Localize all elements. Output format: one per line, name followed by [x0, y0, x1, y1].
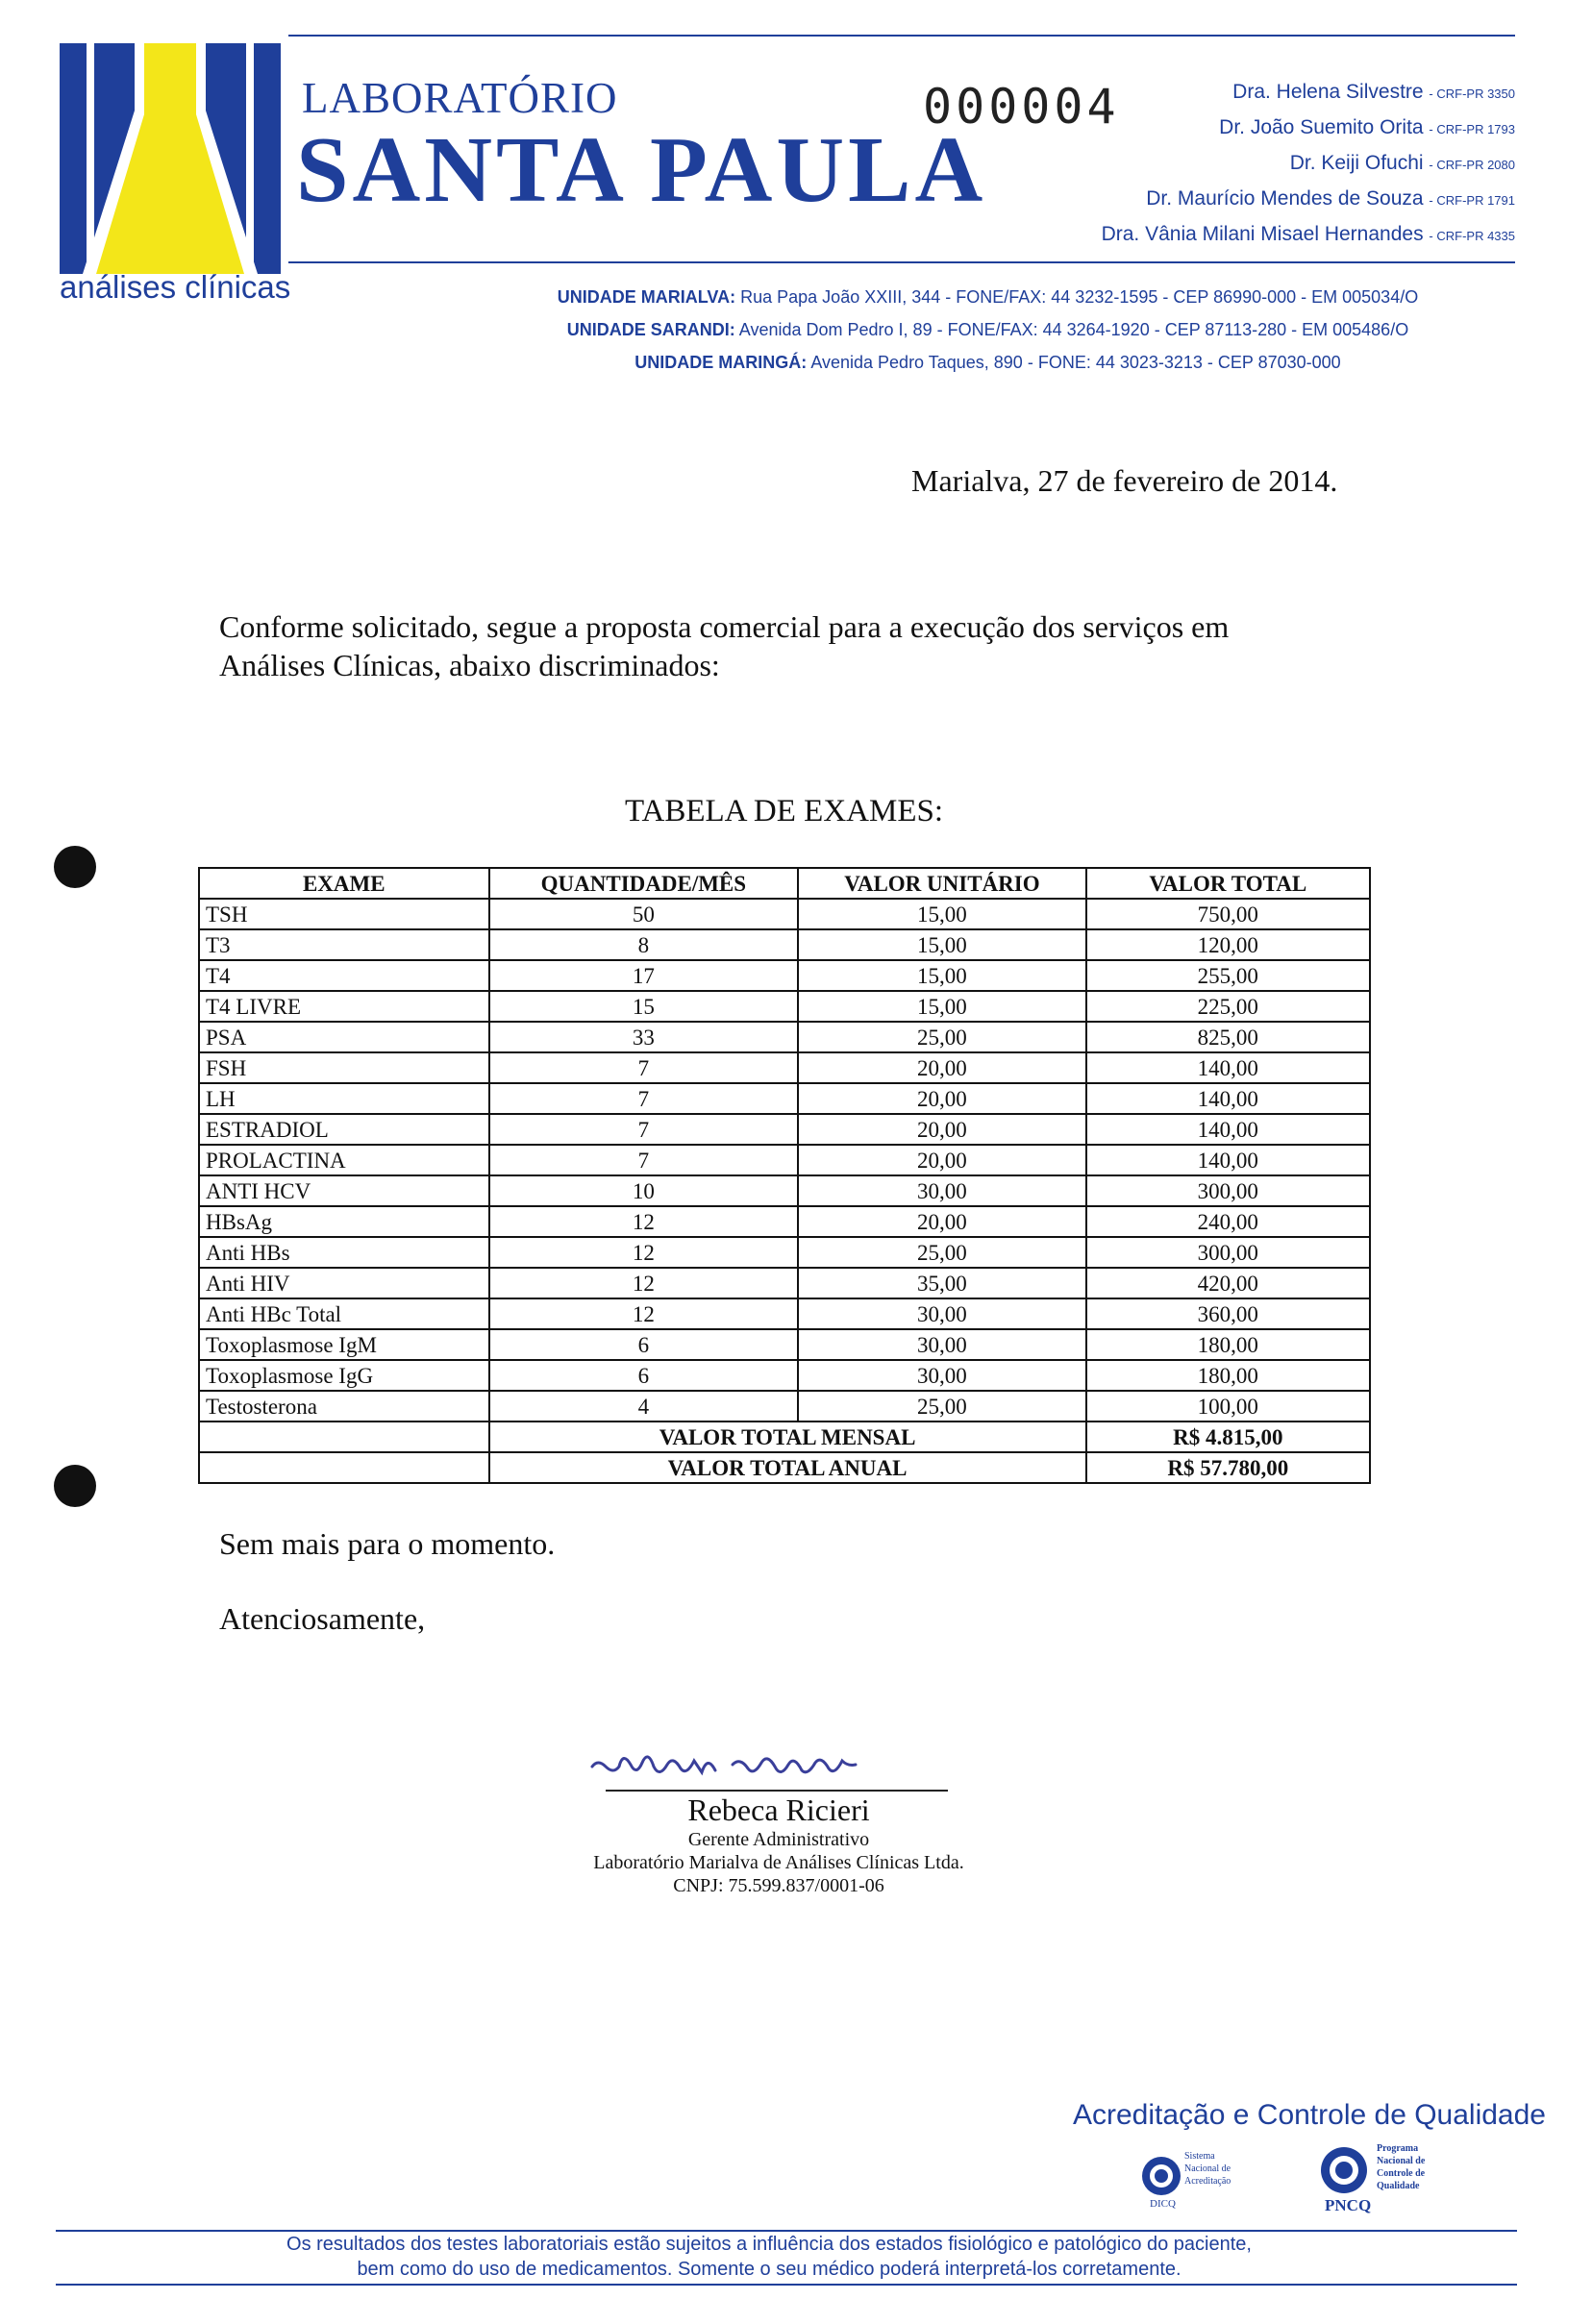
doctor-crf: - CRF-PR 1791 — [1429, 193, 1515, 208]
unit-address: Rua Papa João XXIII, 344 - FONE/FAX: 44 3232-1595 - CEP 86990-000 - EM 005034/O — [740, 287, 1419, 307]
total-value-cell: 140,00 — [1086, 1145, 1370, 1175]
unit-value-cell: 20,00 — [798, 1206, 1085, 1237]
footer-note — [192, 2232, 1346, 2282]
total-value-cell: 825,00 — [1086, 1022, 1370, 1052]
quantity-cell: 12 — [489, 1298, 799, 1329]
total-value-cell: 300,00 — [1086, 1175, 1370, 1206]
column-header: VALOR TOTAL — [1086, 868, 1370, 899]
table-title: TABELA DE EXAMES: — [625, 794, 944, 828]
document-number: 000004 — [923, 79, 1120, 135]
total-annual-label: VALOR TOTAL ANUAL — [489, 1452, 1086, 1483]
unit-value-cell: 15,00 — [798, 929, 1085, 960]
exam-name-cell: TSH — [199, 899, 489, 929]
punch-hole — [54, 846, 96, 888]
quantity-cell: 8 — [489, 929, 799, 960]
signer-block — [481, 1792, 1077, 1897]
unit-label: UNIDADE MARIALVA: — [557, 287, 736, 307]
exam-name-cell: Toxoplasmose IgG — [199, 1360, 489, 1391]
unit-address: Avenida Pedro Taques, 890 - FONE: 44 3023-3213 - CEP 87030-000 — [810, 353, 1341, 372]
footer-note-line: Os resultados dos testes laboratoriais estão sujeitos a influência dos estados fisiológico e patológico do paciente, — [286, 2234, 1252, 2255]
doctor-line — [1102, 217, 1515, 253]
unit-value-cell: 25,00 — [798, 1022, 1085, 1052]
exam-name-cell: Anti HBc Total — [199, 1298, 489, 1329]
letter-intro — [219, 607, 1325, 684]
dicq-label: DICQ — [1150, 2198, 1176, 2210]
exam-name-cell: T4 LIVRE — [199, 991, 489, 1022]
table-row — [199, 1145, 1370, 1175]
table-row — [199, 1391, 1370, 1422]
quantity-cell: 12 — [489, 1237, 799, 1268]
doctor-line — [1102, 111, 1515, 146]
total-value-cell: 360,00 — [1086, 1298, 1370, 1329]
doctor-name: Dra. Helena Silvestre — [1232, 81, 1424, 103]
table-row — [199, 960, 1370, 991]
doctor-line — [1102, 75, 1515, 111]
table-row — [199, 1298, 1370, 1329]
total-monthly-label: VALOR TOTAL MENSAL — [489, 1422, 1086, 1452]
exam-name-cell: ESTRADIOL — [199, 1114, 489, 1145]
column-header: VALOR UNITÁRIO — [798, 868, 1085, 899]
logo-caption: análises clínicas — [60, 269, 291, 305]
unit-value-cell: 35,00 — [798, 1268, 1085, 1298]
handwritten-signature — [588, 1738, 954, 1795]
table-row — [199, 1237, 1370, 1268]
exam-name-cell: FSH — [199, 1052, 489, 1083]
table-row — [199, 929, 1370, 960]
total-value-cell: 140,00 — [1086, 1114, 1370, 1145]
total-value-cell: 180,00 — [1086, 1360, 1370, 1391]
total-value-cell: 300,00 — [1086, 1237, 1370, 1268]
unit-value-cell: 15,00 — [798, 899, 1085, 929]
total-value-cell: 225,00 — [1086, 991, 1370, 1022]
doctor-crf: - CRF-PR 2080 — [1429, 158, 1515, 172]
exam-table — [198, 867, 1371, 1484]
unit-line — [452, 313, 1524, 346]
doctor-name: Dra. Vânia Milani Misael Hernandes — [1101, 223, 1424, 245]
lab-name: LABORATÓRIO — [302, 74, 618, 122]
total-annual-value: R$ 57.780,00 — [1086, 1452, 1370, 1483]
unit-addresses — [452, 281, 1524, 379]
pncq-seal — [1317, 2139, 1480, 2216]
unit-line — [452, 281, 1524, 313]
quantity-cell: 6 — [489, 1360, 799, 1391]
total-value-cell: 420,00 — [1086, 1268, 1370, 1298]
table-row — [199, 1114, 1370, 1145]
svg-text:Qualidade: Qualidade — [1377, 2181, 1420, 2191]
svg-text:Controle de: Controle de — [1377, 2168, 1426, 2179]
doctor-line — [1102, 182, 1515, 217]
quantity-cell: 33 — [489, 1022, 799, 1052]
table-row — [199, 899, 1370, 929]
doctor-crf: - CRF-PR 3350 — [1429, 87, 1515, 101]
quantity-cell: 15 — [489, 991, 799, 1022]
total-monthly-spacer — [199, 1422, 489, 1452]
unit-label: UNIDADE SARANDI: — [566, 320, 735, 339]
quantity-cell: 12 — [489, 1268, 799, 1298]
intro-line: Conforme solicitado, segue a proposta comercial para a execução dos serviços em — [219, 609, 1230, 644]
unit-value-cell: 25,00 — [798, 1391, 1085, 1422]
column-header: EXAME — [199, 868, 489, 899]
footer-bottom-rule — [56, 2284, 1517, 2286]
unit-value-cell: 25,00 — [798, 1237, 1085, 1268]
punch-hole — [54, 1465, 96, 1507]
unit-value-cell: 20,00 — [798, 1114, 1085, 1145]
unit-value-cell: 30,00 — [798, 1298, 1085, 1329]
exam-name-cell: Anti HBs — [199, 1237, 489, 1268]
total-value-cell: 140,00 — [1086, 1083, 1370, 1114]
total-value-cell: 255,00 — [1086, 960, 1370, 991]
intro-line: Análises Clínicas, abaixo discriminados: — [219, 648, 720, 682]
exam-name-cell: Anti HIV — [199, 1268, 489, 1298]
svg-text:Acreditação: Acreditação — [1184, 2176, 1231, 2187]
table-row — [199, 1175, 1370, 1206]
unit-line — [452, 346, 1524, 379]
table-row — [199, 1329, 1370, 1360]
table-row — [199, 991, 1370, 1022]
letter-date: Marialva, 27 de fevereiro de 2014. — [911, 463, 1338, 498]
accreditation-title: Acreditação e Controle de Qualidade — [1073, 2099, 1546, 2131]
unit-label: UNIDADE MARINGÁ: — [634, 353, 808, 372]
total-annual-spacer — [199, 1452, 489, 1483]
quantity-cell: 12 — [489, 1206, 799, 1237]
quantity-cell: 4 — [489, 1391, 799, 1422]
svg-text:Nacional de: Nacional de — [1377, 2156, 1426, 2166]
footer-note-line: bem como do uso de medicamentos. Somente o seu médico poderá interpretá-los corretamente. — [357, 2259, 1182, 2280]
unit-value-cell: 20,00 — [798, 1052, 1085, 1083]
table-row — [199, 1360, 1370, 1391]
unit-value-cell: 30,00 — [798, 1329, 1085, 1360]
header-bottom-rule — [288, 261, 1515, 263]
table-row — [199, 1268, 1370, 1298]
doctor-name: Dr. João Suemito Orita — [1219, 116, 1424, 138]
signer-role: Gerente Administrativo — [687, 1829, 870, 1850]
column-header: QUANTIDADE/MÊS — [489, 868, 799, 899]
exam-name-cell: ANTI HCV — [199, 1175, 489, 1206]
total-annual-row — [199, 1452, 1370, 1483]
header-top-rule — [288, 35, 1515, 37]
unit-value-cell: 30,00 — [798, 1175, 1085, 1206]
total-value-cell: 750,00 — [1086, 899, 1370, 929]
flask-logo — [60, 43, 281, 274]
total-value-cell: 120,00 — [1086, 929, 1370, 960]
doctor-name: Dr. Maurício Mendes de Souza — [1146, 187, 1424, 210]
signer-cnpj: CNPJ: 75.599.837/0001-06 — [673, 1875, 884, 1896]
exam-name-cell: PROLACTINA — [199, 1145, 489, 1175]
unit-value-cell: 20,00 — [798, 1145, 1085, 1175]
doctor-crf: - CRF-PR 4335 — [1429, 229, 1515, 243]
exam-rows — [199, 899, 1370, 1422]
doctor-crf: - CRF-PR 1793 — [1429, 122, 1515, 136]
unit-value-cell: 15,00 — [798, 960, 1085, 991]
total-value-cell: 180,00 — [1086, 1329, 1370, 1360]
exam-name-cell: PSA — [199, 1022, 489, 1052]
unit-value-cell: 20,00 — [798, 1083, 1085, 1114]
table-row — [199, 1022, 1370, 1052]
quantity-cell: 7 — [489, 1114, 799, 1145]
unit-address: Avenida Dom Pedro I, 89 - FONE/FAX: 44 3264-1920 - CEP 87113-280 - EM 005486/O — [738, 320, 1409, 339]
exam-name-cell: T4 — [199, 960, 489, 991]
table-row — [199, 1052, 1370, 1083]
table-row — [199, 1206, 1370, 1237]
signer-company: Laboratório Marialva de Análises Clínicas Ltda. — [593, 1852, 964, 1873]
unit-value-cell: 15,00 — [798, 991, 1085, 1022]
doctor-line — [1102, 146, 1515, 182]
signer-name: Rebeca Ricieri — [687, 1792, 870, 1827]
dicq-seal — [1140, 2145, 1265, 2213]
exam-name-cell: Testosterona — [199, 1391, 489, 1422]
total-value-cell: 100,00 — [1086, 1391, 1370, 1422]
total-monthly-value: R$ 4.815,00 — [1086, 1422, 1370, 1452]
exam-name-cell: LH — [199, 1083, 489, 1114]
regards-line: Atenciosamente, — [219, 1601, 426, 1636]
quantity-cell: 6 — [489, 1329, 799, 1360]
table-row — [199, 1083, 1370, 1114]
closing-line: Sem mais para o momento. — [219, 1526, 556, 1561]
svg-text:PNCQ: PNCQ — [1325, 2196, 1372, 2214]
quantity-cell: 17 — [489, 960, 799, 991]
unit-value-cell: 30,00 — [798, 1360, 1085, 1391]
total-monthly-row — [199, 1422, 1370, 1452]
table-header-row — [199, 868, 1370, 899]
quantity-cell: 7 — [489, 1052, 799, 1083]
doctor-name: Dr. Keiji Ofuchi — [1289, 152, 1424, 174]
svg-text:Sistema: Sistema — [1184, 2151, 1215, 2162]
quantity-cell: 50 — [489, 899, 799, 929]
exam-name-cell: HBsAg — [199, 1206, 489, 1237]
quantity-cell: 10 — [489, 1175, 799, 1206]
quantity-cell: 7 — [489, 1145, 799, 1175]
doctor-list — [1102, 75, 1515, 253]
exam-name-cell: T3 — [199, 929, 489, 960]
exam-name-cell: Toxoplasmose IgM — [199, 1329, 489, 1360]
svg-text:Nacional de: Nacional de — [1184, 2163, 1231, 2174]
total-value-cell: 240,00 — [1086, 1206, 1370, 1237]
quantity-cell: 7 — [489, 1083, 799, 1114]
lab-brand: SANTA PAULA — [296, 118, 987, 222]
svg-text:Programa: Programa — [1377, 2143, 1419, 2154]
total-value-cell: 140,00 — [1086, 1052, 1370, 1083]
